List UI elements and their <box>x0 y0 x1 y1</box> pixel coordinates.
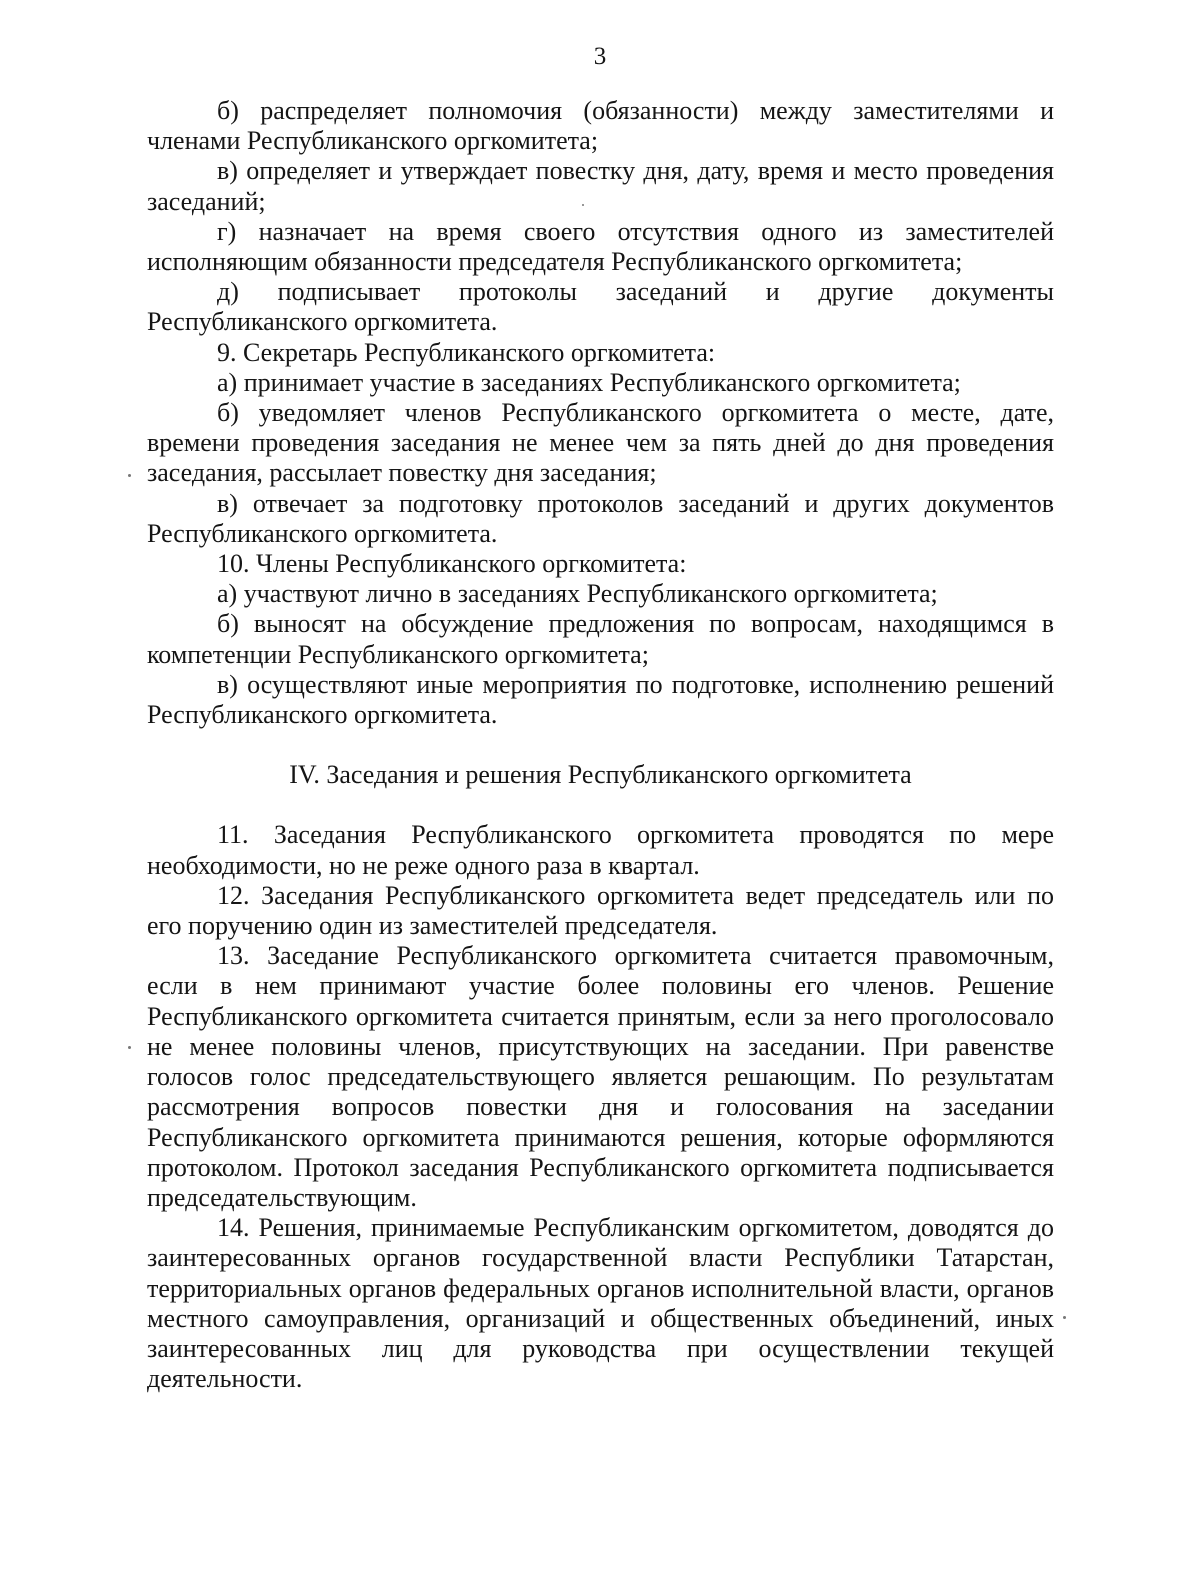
scan-speck <box>1063 1316 1066 1319</box>
paragraph-13: 13. Заседание Республиканского оргкомитета считается правомочным, если в нем принимают участие более половины его членов. Решение Республиканского оргкомитета считается принятым, если за него проголосовало не менее половины членов, присутствующих на заседании. При равенстве голосов голос председательствующего является решающим. По результатам рассмотрения вопросов повестки дня и голосования на заседании Республиканского оргкомитета принимаются решения, которые оформляются протоколом. Протокол заседания Республиканского оргкомитета подписывается председательствующим. <box>147 941 1054 1212</box>
document-body <box>147 96 1054 1394</box>
scan-speck <box>582 204 584 206</box>
paragraph-9b: б) уведомляет членов Республиканского оргкомитета о месте, дате, времени проведения заседания не менее чем за пять дней до дня проведения заседания, рассылает повестку дня заседания; <box>147 398 1054 488</box>
scan-speck <box>128 1046 131 1049</box>
paragraph-11: 11. Заседания Республиканского оргкомитета проводятся по мере необходимости, но не реже одного раза в квартал. <box>147 820 1054 880</box>
paragraph-8d: д) подписывает протоколы заседаний и другие документы Республиканского оргкомитета. <box>147 277 1054 337</box>
paragraph-10v: в) осуществляют иные мероприятия по подготовке, исполнению решений Республиканского оргкомитета. <box>147 669 1054 730</box>
paragraph-8g: г) назначает на время своего отсутствия одного из заместителей исполняющим обязанности председателя Республиканского оргкомитета; <box>147 216 1054 277</box>
paragraph-12: 12. Заседания Республиканского оргкомитета ведет председатель или по его поручению один из заместителей председателя. <box>147 880 1054 941</box>
paragraph-8b: б) распределяет полномочия (обязанности) между заместителями и членами Республиканского оргкомитета; <box>147 96 1054 156</box>
page-number: 3 <box>593 43 607 70</box>
paragraph-10: 10. Члены Республиканского оргкомитета: <box>217 549 687 579</box>
paragraph-9: 9. Секретарь Республиканского оргкомитета: <box>217 337 716 367</box>
paragraph-9v: в) отвечает за подготовку протоколов заседаний и других документов Республиканского оргкомитета. <box>147 488 1054 548</box>
scan-speck <box>128 474 131 477</box>
paragraph-10b: б) выносят на обсуждение предложения по вопросам, находящимся в компетенции Республиканского оргкомитета; <box>147 609 1054 669</box>
section-title: IV. Заседания и решения Республиканского оргкомитета <box>289 760 912 790</box>
paragraph-8v: в) определяет и утверждает повестку дня, дату, время и место проведения заседаний; <box>147 156 1054 216</box>
paragraph-9a: а) принимает участие в заседаниях Республиканского оргкомитета; <box>217 367 961 397</box>
paragraph-14: 14. Решения, принимаемые Республиканским оргкомитетом, доводятся до заинтересованных органов государственной власти Республики Татарстан, территориальных органов федеральных органов исполнительной власти, органов местного самоуправления, организаций и общественных объединений, иных заинтересованных лиц для руководства при осуществлении текущей деятельности. <box>147 1213 1054 1394</box>
paragraph-10a: а) участвуют лично в заседаниях Республиканского оргкомитета; <box>217 579 938 609</box>
